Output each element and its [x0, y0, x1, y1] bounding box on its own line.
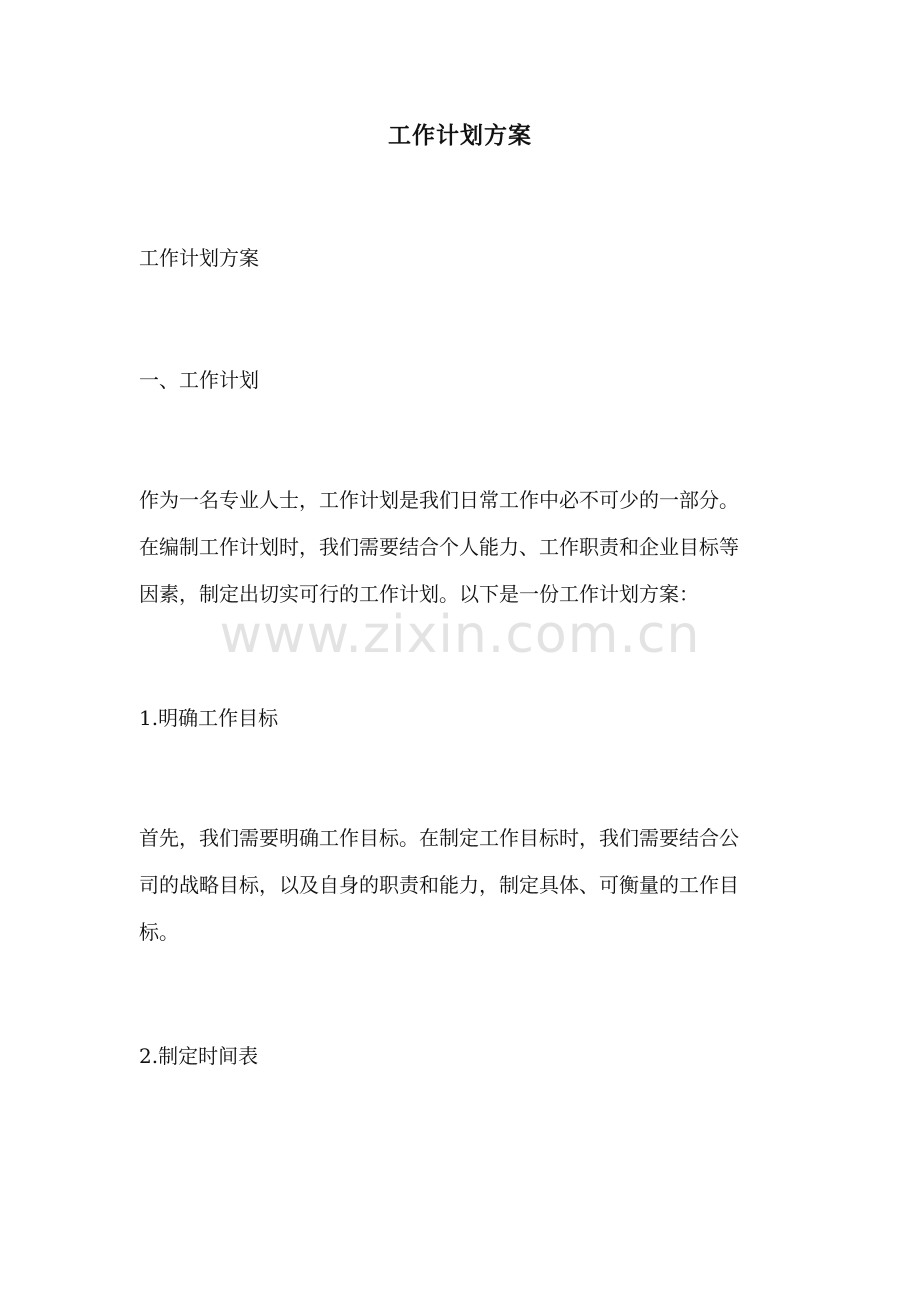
item-heading: 2.制定时间表: [139, 1044, 259, 1068]
intro-paragraph: [139, 481, 819, 613]
watermark: www.zixin.com.cn: [219, 605, 701, 665]
item-paragraph: [139, 819, 819, 951]
paragraph-line: 首先，我们需要明确工作目标。在制定工作目标时，我们需要结合公: [139, 826, 739, 850]
document-title: 工作计划方案: [388, 122, 532, 149]
paragraph-line: 司的战略目标，以及自身的职责和能力，制定具体、可衡量的工作目: [139, 873, 739, 897]
paragraph-line: 在编制工作计划时，我们需要结合个人能力、工作职责和企业目标等: [139, 535, 739, 559]
document-subtitle: 工作计划方案: [139, 246, 259, 270]
section-heading: 一、工作计划: [139, 368, 259, 392]
item-heading: 1.明确工作目标: [139, 706, 279, 730]
paragraph-line: 作为一名专业人士，工作计划是我们日常工作中必不可少的一部分。: [139, 488, 739, 512]
paragraph-line: 因素，制定出切实可行的工作计划。以下是一份工作计划方案：: [139, 582, 699, 606]
paragraph-line: 标。: [139, 920, 179, 944]
